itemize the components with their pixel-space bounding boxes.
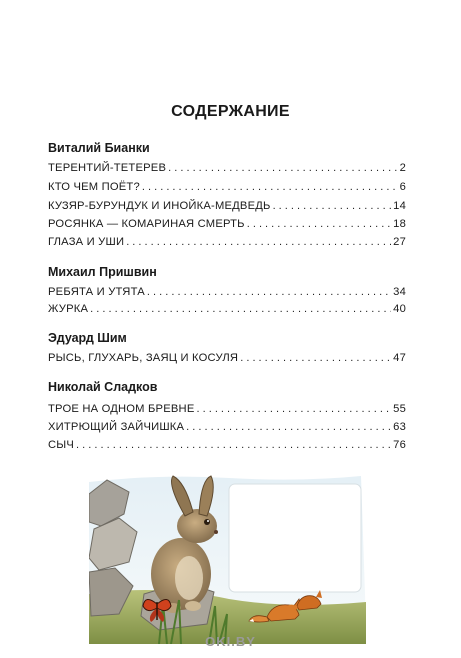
toc-entry-page: 76 xyxy=(393,439,406,451)
author-heading: Николай Сладков xyxy=(48,380,158,394)
toc-entry-title: КТО ЧЕМ ПОЁТ? xyxy=(48,181,140,193)
toc-entry xyxy=(48,421,406,437)
toc-entry xyxy=(48,181,406,197)
toc-entry-title: РЫСЬ, ГЛУХАРЬ, ЗАЯЦ И КОСУЛЯ xyxy=(48,352,239,364)
dot-leader xyxy=(126,236,391,248)
toc-entry-title: СЫЧ xyxy=(48,439,75,451)
author-heading: Михаил Пришвин xyxy=(48,265,157,279)
toc-entry-page: 2 xyxy=(399,162,406,174)
toc-entry-title: ЖУРКА xyxy=(48,303,89,315)
toc-entry-page: 40 xyxy=(393,303,406,315)
toc-entry-page: 6 xyxy=(399,181,406,193)
toc-entry xyxy=(48,352,406,368)
dot-leader xyxy=(90,303,391,315)
toc-entry-title: ТРОЕ НА ОДНОМ БРЕВНЕ xyxy=(48,403,195,415)
toc-entry xyxy=(48,218,406,234)
contents-title: СОДЕРЖАНИЕ xyxy=(171,103,290,120)
dot-leader xyxy=(76,439,391,451)
toc-entry-title: ГЛАЗА И УШИ xyxy=(48,236,125,248)
toc-entry xyxy=(48,439,406,455)
author-heading: Виталий Бианки xyxy=(48,141,150,155)
toc-entry-title: КУЗЯР-БУРУНДУК И ИНОЙКА-МЕДВЕДЬ xyxy=(48,200,271,212)
watermark: OKI.BY xyxy=(205,634,256,649)
dot-leader xyxy=(142,181,398,193)
toc-entry-page: 63 xyxy=(393,421,406,433)
toc-entry-page: 55 xyxy=(393,403,406,415)
toc-entry xyxy=(48,303,406,319)
dot-leader xyxy=(240,352,391,364)
toc-entry xyxy=(48,286,406,302)
author-heading: Эдуард Шим xyxy=(48,331,127,345)
dot-leader xyxy=(186,421,391,433)
dot-leader xyxy=(147,286,391,298)
toc-entry xyxy=(48,403,406,419)
toc-entry-page: 47 xyxy=(393,352,406,364)
toc-entry-title: ТЕРЕНТИЙ-ТЕТЕРЕВ xyxy=(48,162,167,174)
toc-entry xyxy=(48,236,406,252)
dot-leader xyxy=(196,403,391,415)
toc-entry-page: 14 xyxy=(393,200,406,212)
toc-entry xyxy=(48,200,406,216)
toc-entry-page: 27 xyxy=(393,236,406,248)
toc-entry-title: РЕБЯТА И УТЯТА xyxy=(48,286,145,298)
hare-illustration xyxy=(89,474,366,644)
toc-entry-page: 34 xyxy=(393,286,406,298)
dot-leader xyxy=(247,218,391,230)
toc-entry-page: 18 xyxy=(393,218,406,230)
dot-leader xyxy=(273,200,392,212)
toc-entry-title: ХИТРЮЩИЙ ЗАЙЧИШКА xyxy=(48,421,185,433)
dot-leader xyxy=(168,162,397,174)
toc-entry xyxy=(48,162,406,178)
toc-entry-title: РОСЯНКА — КОМАРИНАЯ СМЕРТЬ xyxy=(48,218,245,230)
